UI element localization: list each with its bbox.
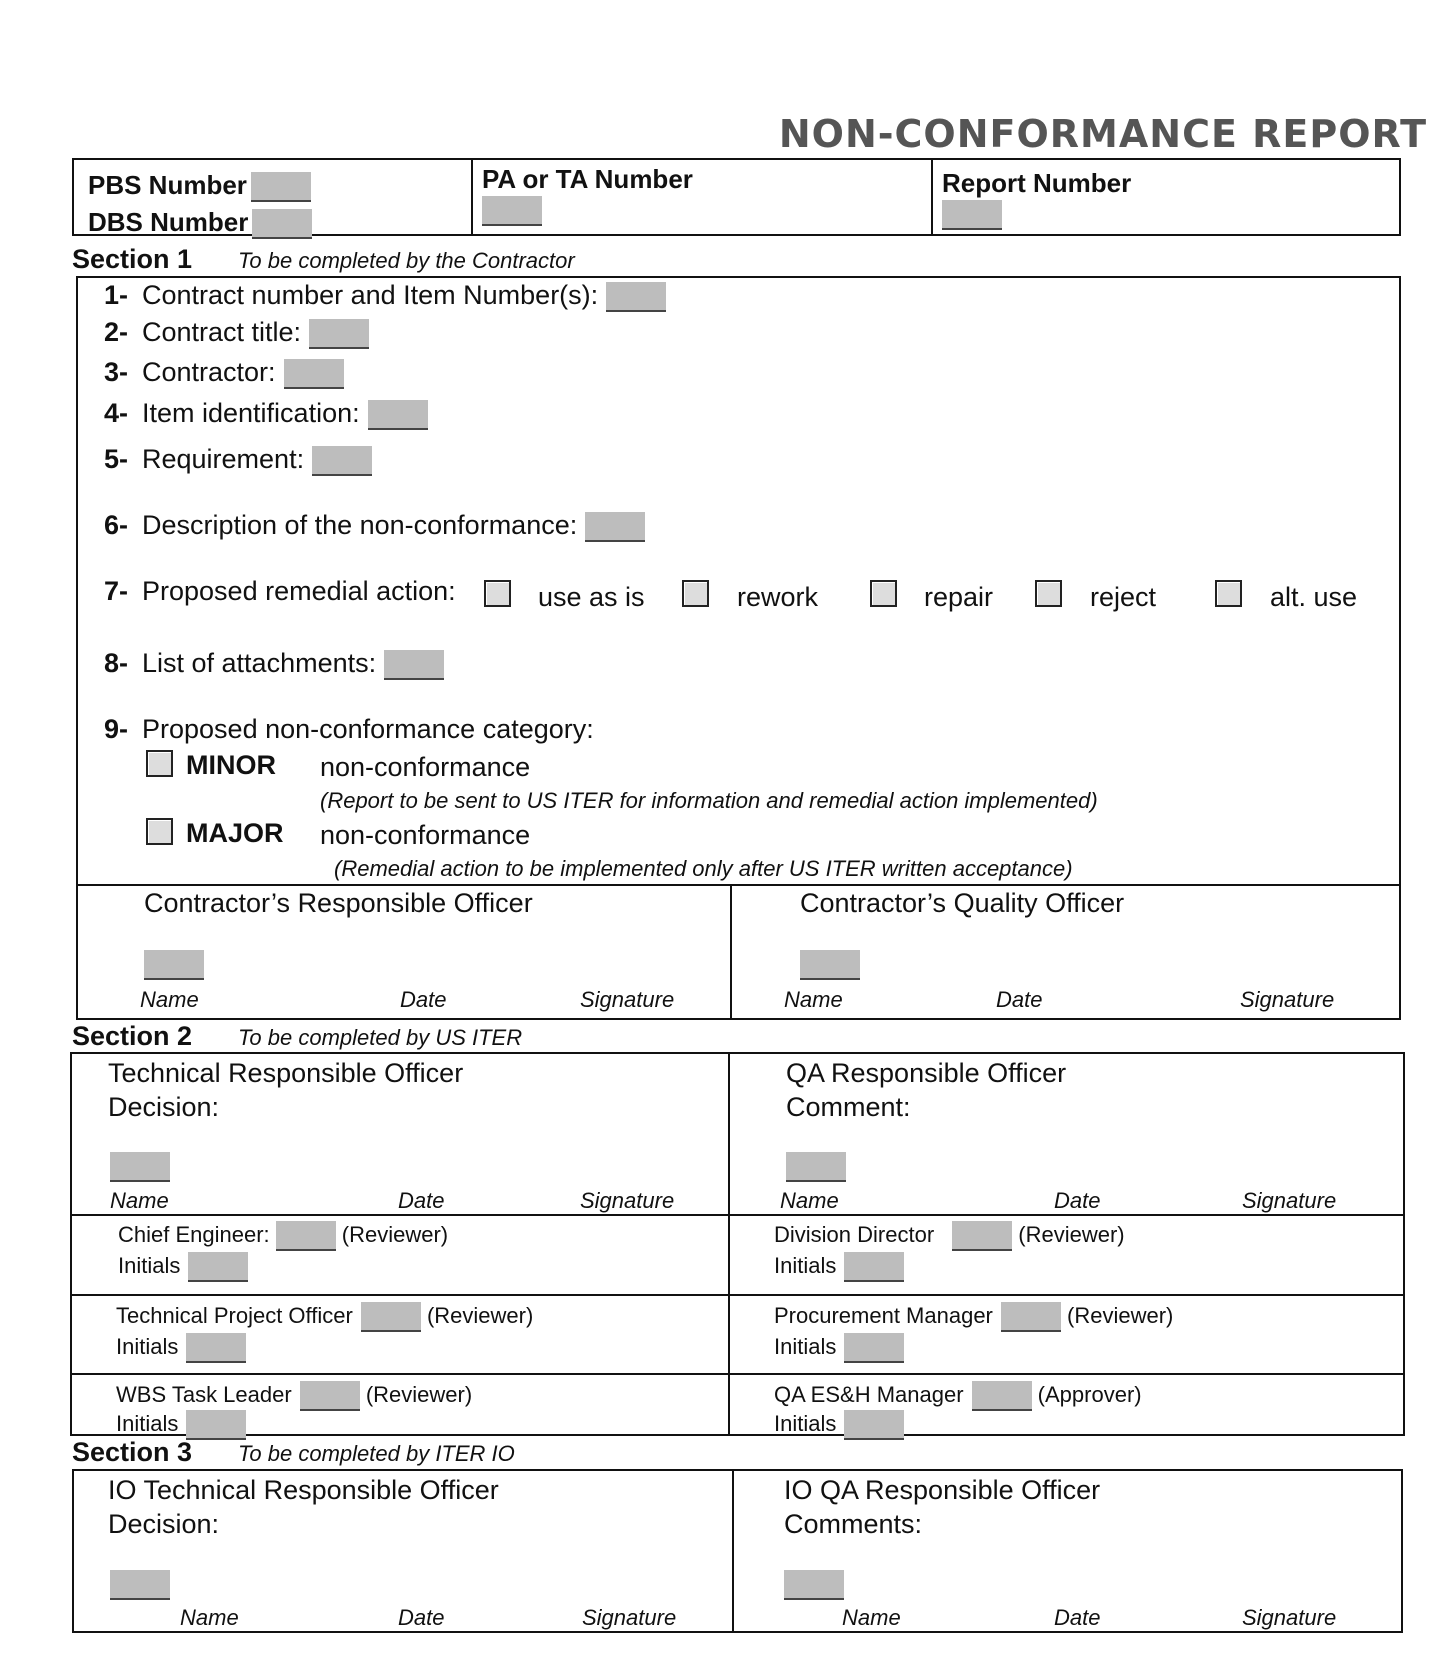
chief-engineer-role: (Reviewer) <box>341 1221 449 1247</box>
io-technical-responsible-officer-label: IO Technical Responsible Officer <box>108 1475 499 1505</box>
item-7-label: Proposed remedial action: <box>142 576 456 606</box>
item-2-num: 2- <box>104 317 129 347</box>
requirement-field[interactable] <box>312 446 372 476</box>
sig-name-label: Name <box>180 1605 239 1630</box>
item-5-num: 5- <box>104 444 129 474</box>
pbs-number-label: PBS Number <box>88 170 247 200</box>
io-qa-responsible-officer-label: IO QA Responsible Officer <box>784 1475 1101 1505</box>
minor-note: (Report to be sent to US ITER for information and remedial action implemented) <box>320 788 1098 813</box>
division-director-initials-row <box>774 1252 904 1282</box>
section2-note: To be completed by US ITER <box>238 1025 523 1050</box>
section2-split <box>728 1052 730 1436</box>
sig-signature-label: Signature <box>1242 1188 1337 1213</box>
item-6-label: Description of the non-conformance: <box>142 510 578 540</box>
contractor-responsible-officer-label: Contractor’s Responsible Officer <box>144 888 533 918</box>
item-1-label: Contract number and Item Number(s): <box>142 280 599 310</box>
qa-esh-manager-label: QA ES&H Manager <box>774 1381 964 1407</box>
option-alt-use-label: alt. use <box>1270 582 1358 612</box>
io-qa-comments-label: Comments: <box>784 1509 923 1539</box>
initials-label: Initials <box>116 1333 179 1359</box>
technical-project-officer-initials-row <box>116 1333 246 1363</box>
technical-project-officer-role: (Reviewer) <box>426 1302 534 1328</box>
major-note: (Remedial action to be implemented only after US ITER written acceptance) <box>334 856 1073 881</box>
division-director-label: Division Director <box>774 1221 935 1247</box>
division-director-field[interactable] <box>952 1221 1012 1251</box>
qa-comment-label: Comment: <box>786 1092 911 1122</box>
sig-name-label: Name <box>140 987 199 1012</box>
item-9 <box>104 714 594 745</box>
technical-decision-label: Decision: <box>108 1092 220 1122</box>
procurement-manager-initials-row <box>774 1333 904 1363</box>
section2-row-divider-3 <box>70 1373 1405 1375</box>
wbs-task-leader-label: WBS Task Leader <box>116 1381 292 1407</box>
technical-project-officer-initials-field[interactable] <box>186 1333 246 1363</box>
procurement-manager-label: Procurement Manager <box>774 1302 993 1328</box>
item-3-label: Contractor: <box>142 357 276 387</box>
minor-label: MINOR <box>186 750 276 780</box>
dbs-number-field[interactable] <box>252 209 312 239</box>
section1-title: Section 1 <box>72 244 193 274</box>
checkbox-rework[interactable] <box>682 580 709 607</box>
initials-label: Initials <box>774 1410 837 1436</box>
section2-row-divider-2 <box>70 1294 1405 1296</box>
item-9-label: Proposed non-conformance category: <box>142 714 594 744</box>
io-technical-decision-label: Decision: <box>108 1509 220 1539</box>
initials-label: Initials <box>774 1333 837 1359</box>
technical-responsible-officer-field[interactable] <box>110 1152 170 1182</box>
checkbox-reject[interactable] <box>1035 580 1062 607</box>
checkbox-major[interactable] <box>146 818 173 845</box>
sig-date-label: Date <box>398 1605 445 1630</box>
header-divider-1 <box>471 158 473 236</box>
initials-label: Initials <box>774 1252 837 1278</box>
section1-officer-divider <box>76 884 1401 886</box>
io-technical-responsible-officer-field[interactable] <box>110 1570 170 1600</box>
section3-title: Section 3 <box>72 1437 193 1467</box>
report-number-field[interactable] <box>942 200 1002 230</box>
section3-split <box>732 1469 734 1633</box>
attachments-field[interactable] <box>384 650 444 680</box>
division-director-row <box>774 1221 1125 1251</box>
procurement-manager-row <box>774 1302 1173 1332</box>
sig-signature-label: Signature <box>580 1188 675 1213</box>
minor-text: non-conformance <box>320 752 531 782</box>
section1-officer-split <box>730 884 732 1020</box>
major-label: MAJOR <box>186 818 284 848</box>
technical-project-officer-row <box>116 1302 533 1332</box>
checkbox-repair[interactable] <box>870 580 897 607</box>
section3-note: To be completed by ITER IO <box>238 1441 515 1466</box>
procurement-manager-initials-field[interactable] <box>844 1333 904 1363</box>
pbs-number-row <box>88 170 311 202</box>
sig-signature-label: Signature <box>582 1605 677 1630</box>
dbs-number-row <box>88 207 312 239</box>
item-9-num: 9- <box>104 714 129 744</box>
description-field[interactable] <box>585 512 645 542</box>
sig-date-label: Date <box>400 987 447 1012</box>
option-use-as-is-label: use as is <box>538 582 645 612</box>
report-title: NON-CONFORMANCE REPORT <box>778 112 1427 156</box>
header-divider-2 <box>931 158 933 236</box>
wbs-task-leader-initials-row <box>116 1410 246 1440</box>
item-1-num: 1- <box>104 280 129 310</box>
pbs-number-field[interactable] <box>251 172 311 202</box>
technical-responsible-officer-label: Technical Responsible Officer <box>108 1058 464 1088</box>
qa-responsible-officer-field[interactable] <box>786 1152 846 1182</box>
item-3-num: 3- <box>104 357 129 387</box>
item-4-label: Item identification: <box>142 398 360 428</box>
sig-name-label: Name <box>784 987 843 1012</box>
option-repair-label: repair <box>924 582 994 612</box>
chief-engineer-initials-field[interactable] <box>188 1252 248 1282</box>
chief-engineer-field[interactable] <box>276 1221 336 1251</box>
contractor-responsible-officer-field[interactable] <box>144 950 204 980</box>
contractor-quality-officer-label: Contractor’s Quality Officer <box>800 888 1125 918</box>
technical-project-officer-field[interactable] <box>361 1302 421 1332</box>
sig-date-label: Date <box>1054 1605 1101 1630</box>
qa-esh-manager-role: (Approver) <box>1037 1381 1142 1407</box>
item-1 <box>104 280 666 312</box>
item-8-num: 8- <box>104 648 129 678</box>
sig-name-label: Name <box>110 1188 169 1213</box>
qa-esh-manager-initials-field[interactable] <box>844 1410 904 1440</box>
option-rework-label: rework <box>737 582 819 612</box>
pa-number-field[interactable] <box>482 196 542 226</box>
division-director-initials-field[interactable] <box>844 1252 904 1282</box>
item-4 <box>104 398 428 430</box>
sig-date-label: Date <box>1054 1188 1101 1213</box>
item-identification-field[interactable] <box>368 400 428 430</box>
item-2 <box>104 317 369 349</box>
checkbox-use-as-is[interactable] <box>484 580 511 607</box>
wbs-task-leader-row <box>116 1381 472 1411</box>
section2-row-divider-1 <box>70 1214 1405 1216</box>
sig-signature-label: Signature <box>580 987 675 1012</box>
checkbox-alt-use[interactable] <box>1215 580 1242 607</box>
wbs-task-leader-field[interactable] <box>300 1381 360 1411</box>
item-2-label: Contract title: <box>142 317 302 347</box>
technical-project-officer-label: Technical Project Officer <box>116 1302 353 1328</box>
section2-title: Section 2 <box>72 1021 193 1051</box>
sig-date-label: Date <box>996 987 1043 1012</box>
contract-title-field[interactable] <box>309 319 369 349</box>
sig-date-label: Date <box>398 1188 445 1213</box>
item-5 <box>104 444 372 476</box>
item-8-label: List of attachments: <box>142 648 377 678</box>
wbs-task-leader-initials-field[interactable] <box>186 1410 246 1440</box>
chief-engineer-label: Chief Engineer: <box>118 1221 270 1247</box>
wbs-task-leader-role: (Reviewer) <box>365 1381 473 1407</box>
qa-esh-manager-initials-row <box>774 1410 904 1440</box>
sig-signature-label: Signature <box>1242 1605 1337 1630</box>
procurement-manager-role: (Reviewer) <box>1067 1302 1174 1328</box>
procurement-manager-field[interactable] <box>1001 1302 1061 1332</box>
item-3 <box>104 357 344 389</box>
io-qa-responsible-officer-field[interactable] <box>784 1570 844 1600</box>
contractor-quality-officer-field[interactable] <box>800 950 860 980</box>
report-number-label: Report Number <box>942 168 1132 198</box>
option-reject-label: reject <box>1090 582 1157 612</box>
chief-engineer-row <box>118 1221 448 1251</box>
sig-signature-label: Signature <box>1240 987 1335 1012</box>
item-6-num: 6- <box>104 510 129 540</box>
checkbox-minor[interactable] <box>146 750 173 777</box>
contractor-field[interactable] <box>284 359 344 389</box>
qa-esh-manager-field[interactable] <box>972 1381 1032 1411</box>
initials-label: Initials <box>118 1252 181 1278</box>
contract-number-field[interactable] <box>606 282 666 312</box>
item-6 <box>104 510 645 542</box>
chief-engineer-initials-row <box>118 1252 248 1282</box>
item-4-num: 4- <box>104 398 129 428</box>
qa-esh-manager-row <box>774 1381 1142 1411</box>
item-8 <box>104 648 444 680</box>
pa-number-label: PA or TA Number <box>482 164 693 194</box>
item-7-num: 7- <box>104 576 129 606</box>
item-7 <box>104 576 456 607</box>
division-director-role: (Reviewer) <box>1018 1221 1125 1247</box>
sig-name-label: Name <box>780 1188 839 1213</box>
dbs-number-label: DBS Number <box>88 207 249 237</box>
item-5-label: Requirement: <box>142 444 305 474</box>
section1-note: To be completed by the Contractor <box>238 248 575 273</box>
major-text: non-conformance <box>320 820 531 850</box>
qa-responsible-officer-label: QA Responsible Officer <box>786 1058 1067 1088</box>
sig-name-label: Name <box>842 1605 901 1630</box>
initials-label: Initials <box>116 1410 179 1436</box>
